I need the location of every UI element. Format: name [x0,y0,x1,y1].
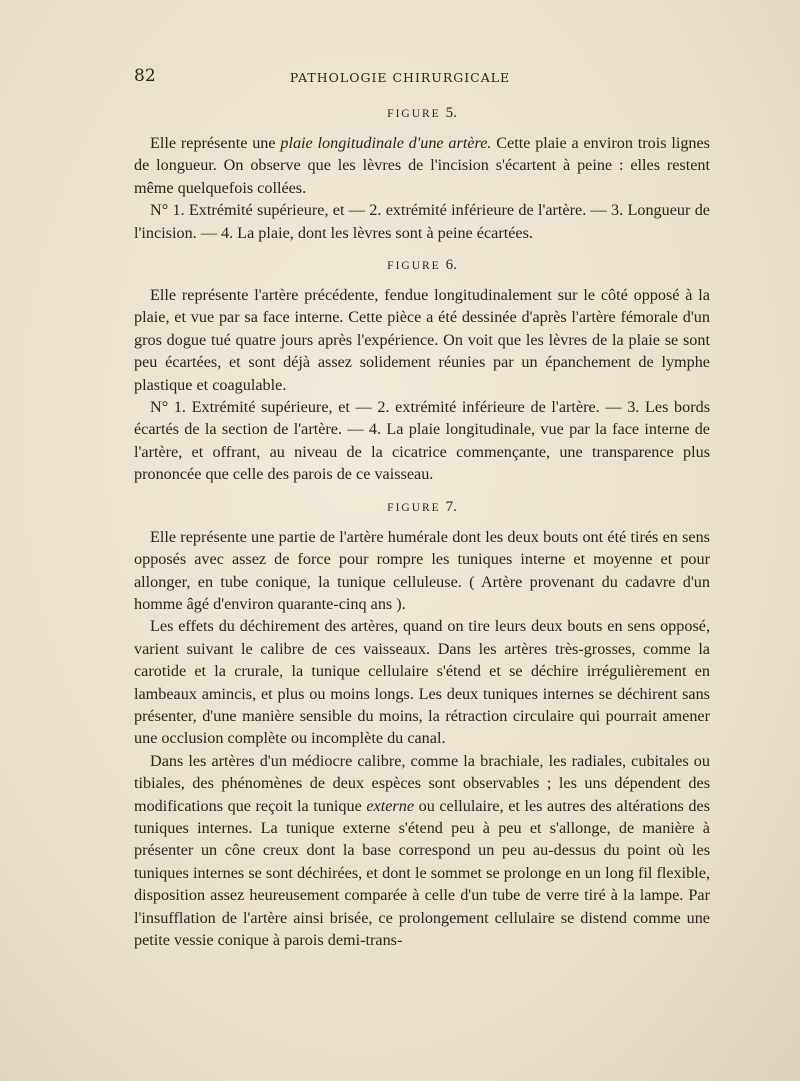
emphasis-text: plaie longitudinale d'une artère. [280,134,492,152]
figure-6-heading [134,254,710,276]
figure-6-description: Elle représente l'artère précédente, fendue longitudinalement sur le côté opposé à la plaie, et vue par sa face interne. Cette pièce a été dessinée d'après l'artère fémorale d'un gros dogue tué quatre jours après l'expérience. On voit que les lèvres de la plaie se sont peu écartées, et sont déjà assez solidement réunies par un épanchement de lymphe plastique et coagulable. [134,286,710,394]
figure-5-legend: N° 1. Extrémité supérieure, et — 2. extrémité inférieure de l'artère. — 3. Longueur de l'incision. — 4. La plaie, dont les lèvres sont à peine écartées. [134,201,710,242]
figure-7-paragraph-2: Les effets du déchirement des artères, quand on tire leurs deux bouts en sens opposé, varient suivant le calibre de ces vaisseaux. Dans les artères très-grosses, comme la carotide et la crurale, la tunique cellulaire s'étend et se déchire irrégulièrement en lambeaux amincis, et plus ou moins longs. Les deux tuniques internes se déchirent sans présenter, d'une manière sensible du moins, la rétraction circulaire qui pourrait amener une occlusion complète ou incomplète du canal. [134,617,710,748]
page-number: 82 [134,66,156,86]
figure-5-heading [134,102,710,124]
running-head: PATHOLOGIE CHIRURGICALE [289,70,511,85]
page-header [0,66,800,90]
figure-7-description: Elle représente une partie de l'artère humérale dont les deux bouts ont été tirés en sens opposés avec assez de force pour rompre les tuniques interne et moyenne et pour allonger, en tube conique, la tunique celluleuse. ( Artère provenant du cadavre d'un homme âgé d'environ quarante-cinq ans ). [134,527,710,613]
text-run: Cette plaie a environ trois lignes de longueur. On observe que les lèvres de l'incision s'écartent à peine : elles restent même quelquefois collées. [134,134,710,197]
figure-label: FIGURE [387,108,441,120]
page-body [134,102,710,951]
figure-7-paragraph-3 [134,750,710,952]
figure-number: 6. [445,257,457,274]
text-run: ou cellulaire, et les autres des altérations des tuniques internes. La tunique externe s'étend peu à peu et s'allonge, de manière à présenter un cône creux dont la base correspond un peu au-dessus du point où les tuniques internes se sont déchirées, et dont le sommet se prolonge en un long fil flexible, disposition assez heureusement comparée à celle d'un tube de verre tiré à la lampe. Par l'insufflation de l'artère ainsi brisée, ce prolongement cellulaire se distend comme une petite vessie conique à parois demi-trans- [134,796,710,949]
figure-5-description [134,132,710,199]
text-run: Elle représente une [150,134,281,152]
figure-label: FIGURE [387,501,441,514]
figure-7-heading [134,496,710,518]
emphasis-text: externe [366,796,415,815]
figure-label: FIGURE [387,260,441,273]
figure-6-legend: N° 1. Extrémité supérieure, et — 2. extrémité inférieure de l'artère. — 3. Les bords écartés de la section de l'artère. — 4. La plaie longitudinale, vue par la face interne de l'artère, et offrant, au niveau de la cicatrice commençante, une transparence plus prononcée que celle des parois de ce vaisseau. [134,398,710,484]
figure-number: 7. [445,498,457,515]
figure-number: 5. [445,105,457,121]
text-run: Dans les artères d'un médiocre calibre, comme la brachiale, les radiales, cubitales ou tibiales, des phénomènes de deux espèces sont observables ; les uns dépendent des modifications que reçoit la tunique [134,751,710,815]
